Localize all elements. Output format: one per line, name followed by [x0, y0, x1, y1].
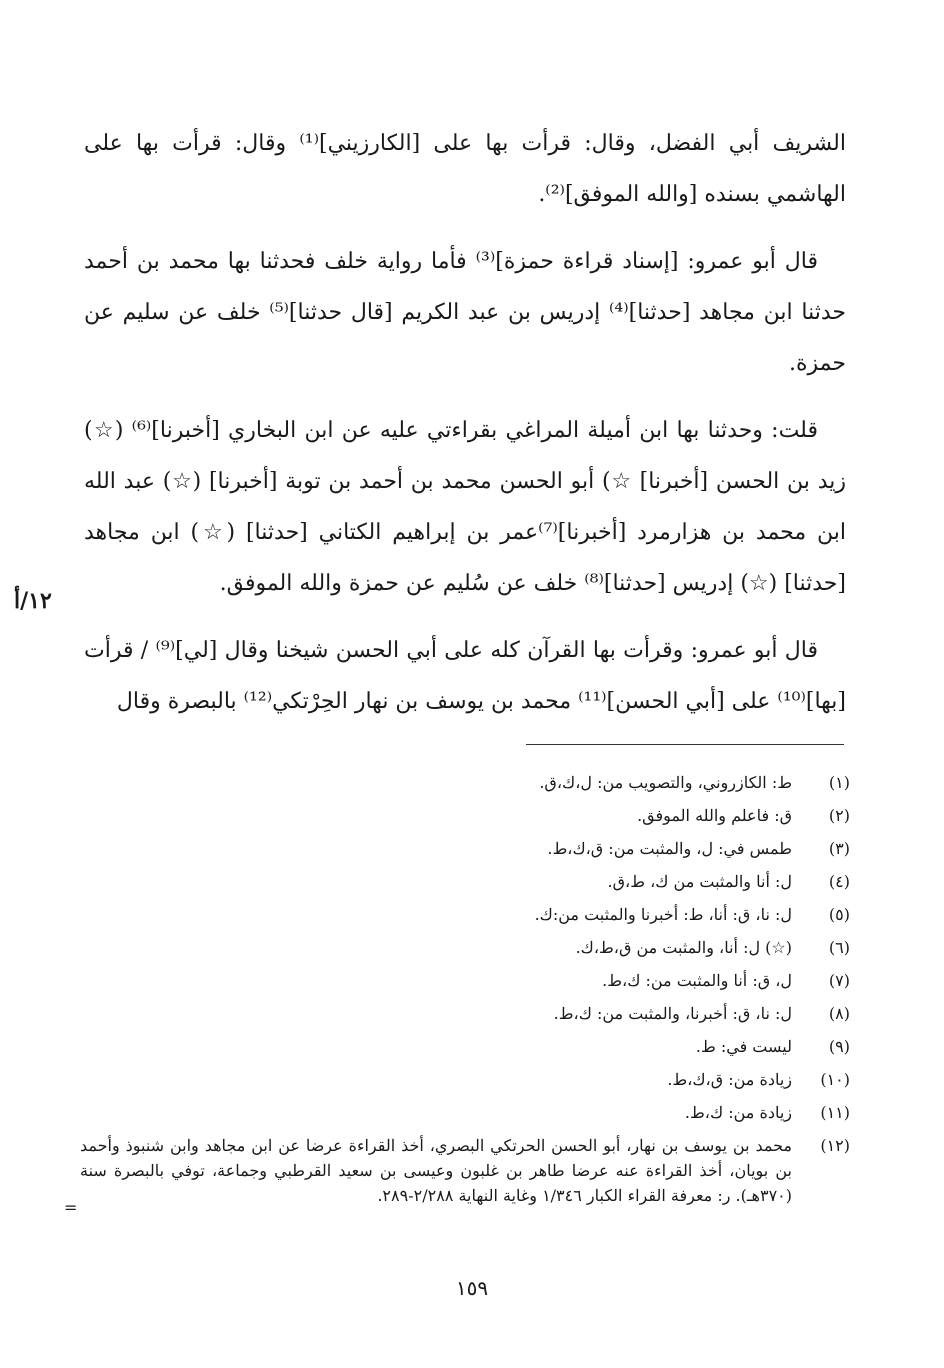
- footnote-number: (٥): [828, 905, 850, 924]
- footnote-text: زيادة من: ك،ط.: [684, 1103, 792, 1122]
- footnote-text: ق: فاعلم والله الموفق.: [637, 806, 792, 825]
- footnote-divider: [526, 744, 844, 745]
- footnote-number: (١): [828, 773, 850, 792]
- footnote-number: (٦): [828, 938, 850, 957]
- footnote-number: (١٢): [820, 1136, 850, 1155]
- manuscript-folio-marker: ١٢/أ: [14, 588, 52, 614]
- footnote-number: (٧): [828, 971, 850, 990]
- page-number: ١٥٩: [455, 1276, 489, 1300]
- footnote-text: محمد بن يوسف بن نهار، أبو الحسن الحرتكي البصري، أخذ القراءة عرضا عن ابن مجاهد وابن شنبوذ وأحمد بن بويان، أخذ القراءة عنه عرضا طاهر بن غلبون وعيسى بن سعيد القرطبي وجماعة، توفي بالبصرة سنة (٣٧٠هـ). ر: معرفة القراء الكبار ١/٣٤٦ وغاية النهاية ٢/٢٨٨-٢٨٩.: [80, 1136, 792, 1205]
- footnote-text: ليست في: ط.: [695, 1037, 792, 1056]
- footnote-number: (٣): [828, 839, 850, 858]
- paragraph: قال أبو عمرو: [إسناد قراءة حمزة]⁽³⁾ فأما رواية خلف فحدثنا بها محمد بن أحمد حدثنا ابن مجاهد [حدثنا]⁽⁴⁾ إدريس بن عبد الكريم [قال حدثنا]⁽⁵⁾ خلف عن سليم عن حمزة.: [84, 249, 846, 376]
- footnote-text: طمس في: ل، والمثبت من: ق،ك،ط.: [547, 839, 792, 858]
- footnotes-list: [80, 766, 850, 1208]
- footnote: [80, 997, 850, 1030]
- footnote: [80, 832, 850, 865]
- footnote: [80, 1063, 850, 1096]
- paragraph: قال أبو عمرو: وقرأت بها القرآن كله على أبي الحسن شيخنا وقال [لي]⁽⁹⁾ / قرأت [بها]⁽¹⁰⁾ على [أبي الحسن]⁽¹¹⁾ محمد بن يوسف بن نهار الحِرْتكي⁽¹²⁾ بالبصرة وقال: [84, 638, 846, 714]
- footnote: [80, 865, 850, 898]
- footnote-text: ل: أنا والمثبت من ك، ط،ق.: [607, 872, 792, 891]
- main-body-text: [84, 118, 846, 743]
- footnote: [80, 766, 850, 799]
- footnote: [80, 964, 850, 997]
- footnote-text: ل: نا، ق: أنا، ط: أخبرنا والمثبت من:ك.: [534, 905, 792, 924]
- footnote: [80, 898, 850, 931]
- paragraph: قلت: وحدثنا بها ابن أميلة المراغي بقراءتي عليه عن ابن البخاري [أخبرنا]⁽⁶⁾ (☆) زيد بن الحسن [أخبرنا] ☆) أبو الحسن محمد بن أحمد بن توبة [أخبرنا] (☆) عبد الله ابن محمد بن هزارمرد [أخبرنا]⁽⁷⁾عمر بن إبراهيم الكتاني [حدثنا] (☆) ابن مجاهد [حدثنا] (☆) إدريس [حدثنا]⁽⁸⁾ خلف عن سُليم عن حمزة والله الموفق.: [84, 418, 846, 596]
- footnote-text: ل: نا، ق: أخبرنا، والمثبت من: ك،ط.: [553, 1004, 792, 1023]
- footnote-text: ل، ق: أنا والمثبت من: ك،ط.: [602, 971, 792, 990]
- footnote-number: (٨): [828, 1004, 850, 1023]
- footnote-number: (٩): [828, 1037, 850, 1056]
- footnote-number: (١١): [820, 1103, 850, 1122]
- paragraph: الشريف أبي الفضل، وقال: قرأت بها على [الكارزيني]⁽¹⁾ وقال: قرأت بها على الهاشمي بسنده [والله الموفق]⁽²⁾.: [84, 131, 847, 207]
- footnote: [80, 1096, 850, 1129]
- footnote-text: زيادة من: ق،ك،ط.: [667, 1070, 792, 1089]
- footnote: [80, 1129, 850, 1208]
- footnote-number: (٢): [828, 806, 850, 825]
- footnote: [80, 799, 850, 832]
- continuation-mark: =: [64, 1198, 78, 1217]
- footnote-number: (٤): [828, 872, 850, 891]
- footnote: [80, 931, 850, 964]
- footnote-text: ط: الكازروني، والتصويب من: ل،ك،ق.: [539, 773, 792, 792]
- footnote: [80, 1030, 850, 1063]
- footnote-number: (١٠): [820, 1070, 850, 1089]
- footnote-text: (☆) ل: أنا، والمثبت من ق،ط،ك.: [575, 938, 792, 957]
